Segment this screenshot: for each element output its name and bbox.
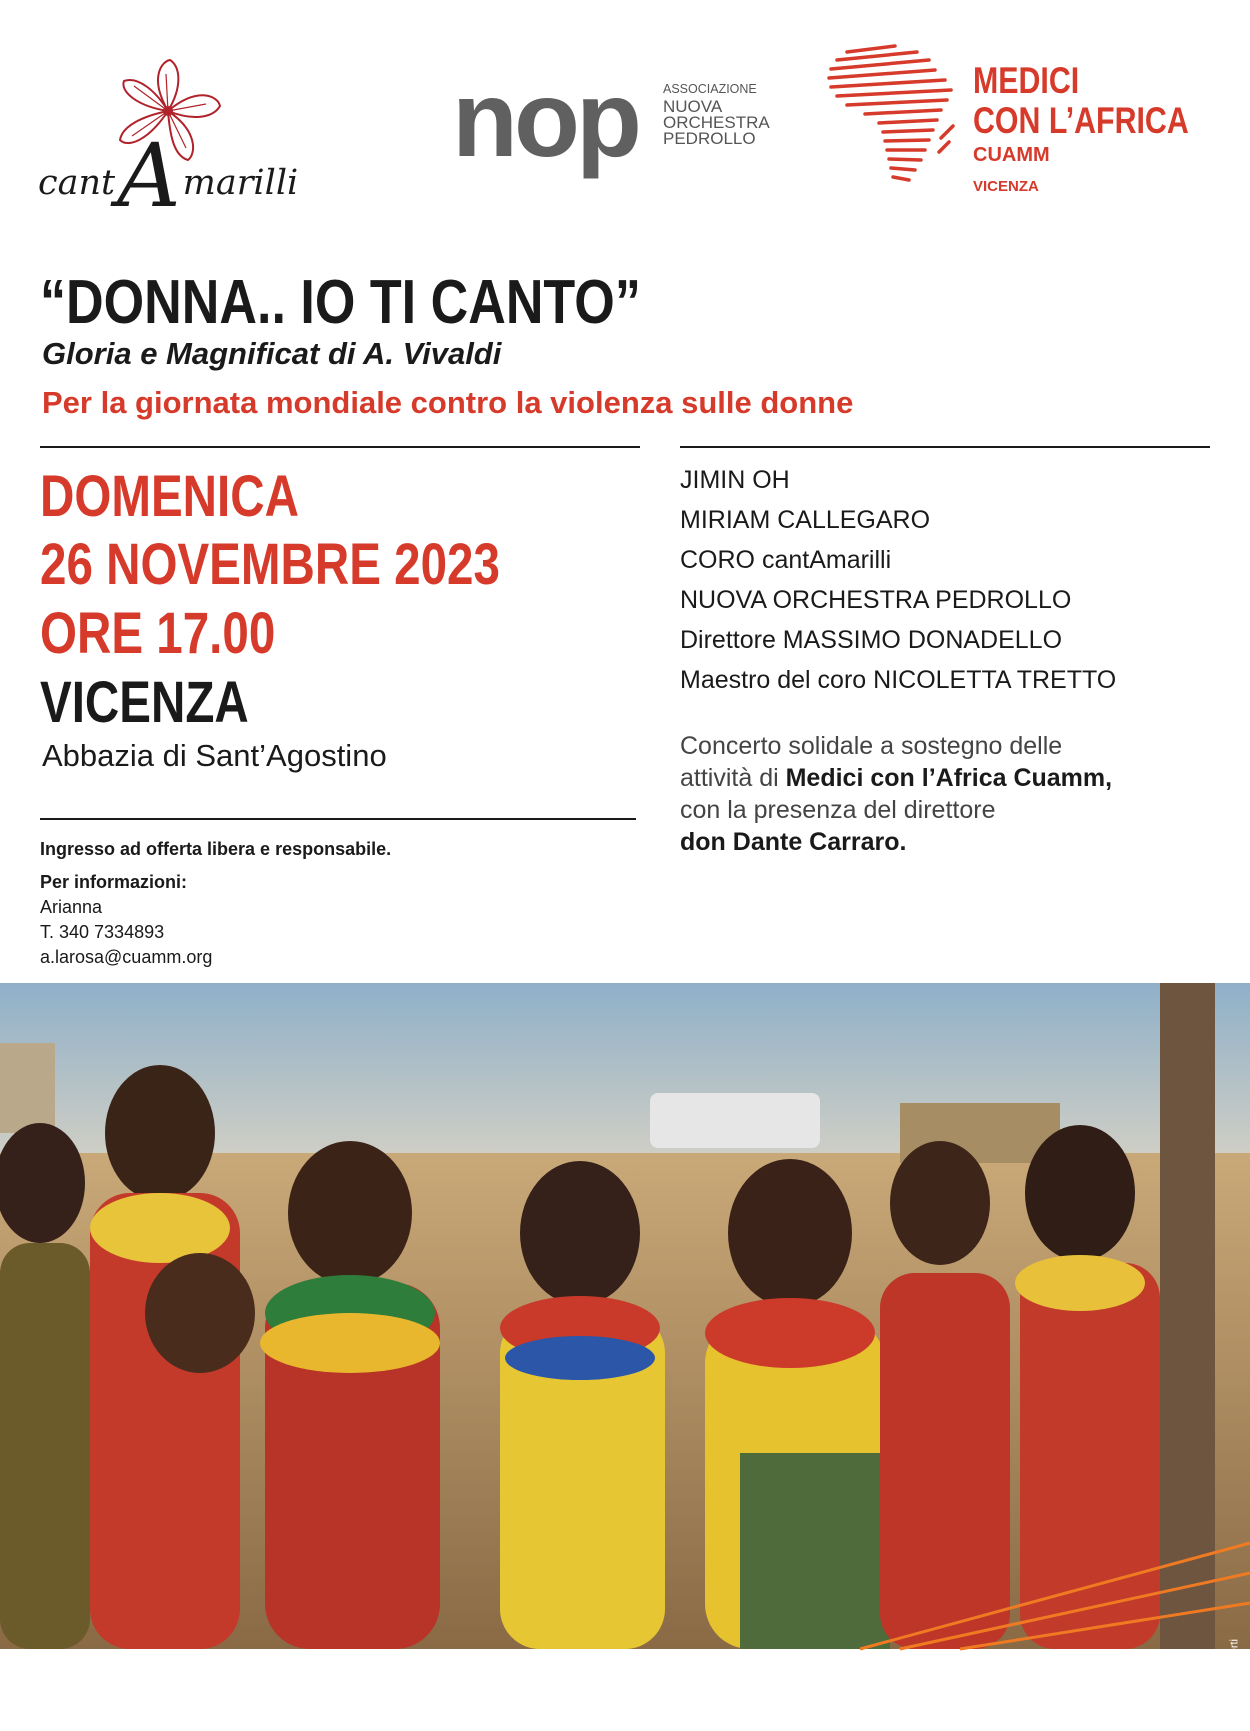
- event-tagline: Per la giornata mondiale contro la violenza sulle donne: [42, 385, 854, 420]
- event-subtitle: Gloria e Magnificat di A. Vivaldi: [42, 336, 502, 371]
- desc-line: [680, 762, 1200, 794]
- cantamarilli-wordmark: [38, 112, 299, 227]
- nop-name-line: PEDROLLO: [663, 129, 756, 148]
- nop-logo: [452, 58, 792, 193]
- mca-city: VICENZA: [973, 178, 1039, 195]
- event-venue: Abbazia di Sant’Agostino: [42, 738, 387, 773]
- nop-wordmark: nop: [452, 58, 638, 179]
- nop-name: [663, 99, 803, 147]
- desc-line: Concerto solidale a sostegno delle: [680, 732, 1063, 760]
- nop-assoc-label: ASSOCIAZIONE: [663, 82, 757, 96]
- desc-line2-pre: attività di: [680, 764, 786, 792]
- event-city: VICENZA: [40, 670, 249, 735]
- event-day: DOMENICA: [40, 464, 299, 529]
- performer-item: Maestro del coro NICOLETTA TRETTO: [680, 666, 1117, 694]
- performer-item: MIRIAM CALLEGARO: [680, 506, 931, 534]
- cantamarilli-post: marilli: [182, 163, 299, 203]
- contact-phone: T. 340 7334893: [40, 922, 165, 942]
- cantamarilli-big-letter: A: [117, 124, 181, 227]
- divider: [40, 818, 636, 820]
- nop-name-line: NUOVA: [663, 97, 723, 116]
- concert-description: [680, 730, 1200, 858]
- africa-map-icon: [825, 42, 965, 192]
- mca-line1: MEDICI: [973, 60, 1080, 101]
- photo-credit: © Foto Nicola Berti: [1228, 1639, 1240, 1731]
- performer-item: CORO cantAmarilli: [680, 546, 892, 574]
- performer-item: NUOVA ORCHESTRA PEDROLLO: [680, 586, 1072, 614]
- cantamarilli-logo: [38, 56, 368, 227]
- event-date: 26 NOVEMBRE 2023: [40, 532, 500, 597]
- desc-line: con la presenza del direttore: [680, 796, 996, 824]
- mca-cuamm: CUAMM: [973, 144, 1050, 166]
- divider: [680, 446, 1210, 448]
- mca-line2: CON L’AFRICA: [973, 100, 1189, 141]
- desc-line: [680, 826, 1200, 858]
- performer-item: JIMIN OH: [680, 466, 790, 494]
- nop-name-line: ORCHESTRA: [663, 113, 770, 132]
- contact-email[interactable]: a.larosa@cuamm.org: [40, 947, 213, 967]
- event-time: ORE 17.00: [40, 601, 276, 666]
- contact-name: Arianna: [40, 897, 103, 917]
- info-heading: Per informazioni:: [40, 872, 188, 892]
- divider: [40, 446, 640, 448]
- women-group-photo: [0, 983, 1250, 1731]
- event-title: “DONNA.. IO TI CANTO”: [40, 268, 641, 337]
- desc-director: don Dante Carraro.: [680, 828, 907, 856]
- performer-item: Direttore MASSIMO DONADELLO: [680, 626, 1063, 654]
- cantamarilli-pre: cant: [38, 163, 116, 203]
- desc-org: Medici con l’Africa Cuamm,: [785, 764, 1113, 792]
- medici-con-africa-logo: [825, 42, 1220, 202]
- entry-note: Ingresso ad offerta libera e responsabile.: [40, 839, 392, 859]
- photo-illustration: [0, 983, 1250, 1649]
